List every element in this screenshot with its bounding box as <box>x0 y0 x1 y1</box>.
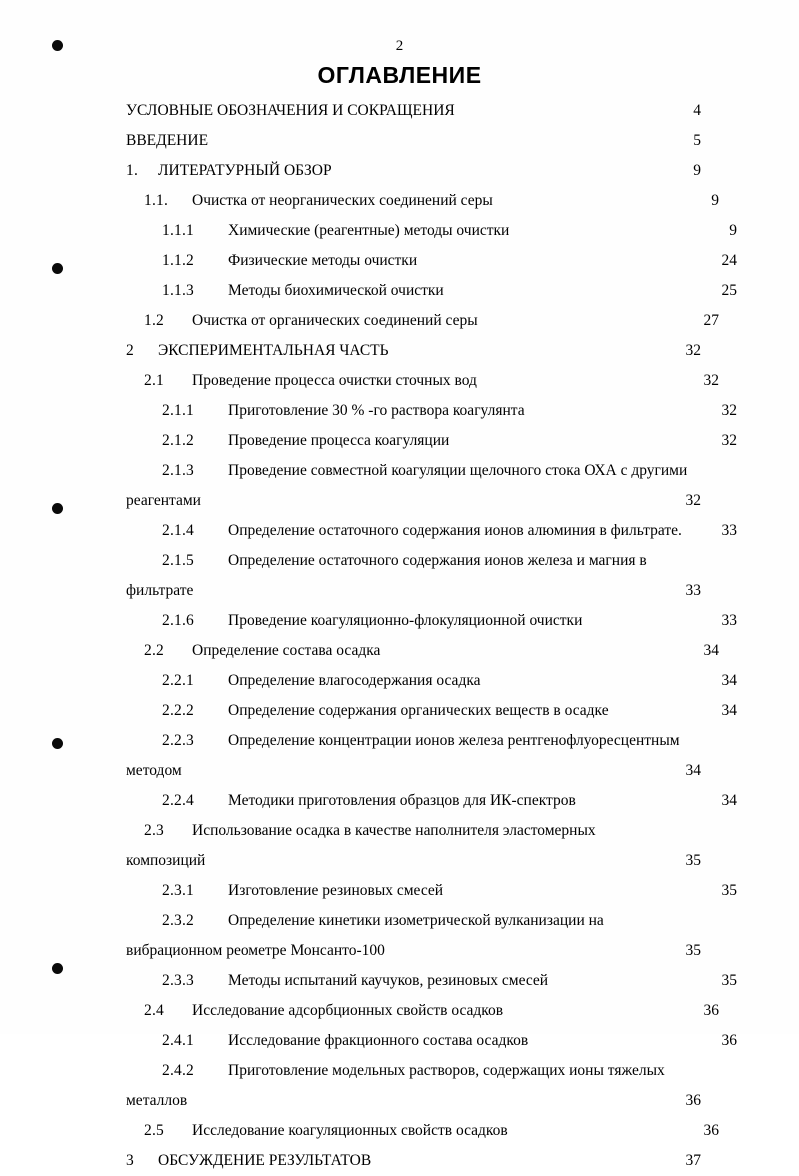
toc-entry[interactable] <box>126 186 719 216</box>
toc-entry-number: 1.1.3 <box>162 282 194 299</box>
toc-entry-label: Приготовление модельных растворов, содержащих ионы тяжелых <box>228 1062 665 1079</box>
toc-entry[interactable] <box>126 786 737 816</box>
toc-dot-leader <box>197 580 678 596</box>
toc-entry-number: 1.1. <box>144 192 169 209</box>
toc-entry-line[interactable] <box>126 426 737 456</box>
toc-entry-line[interactable] <box>126 816 719 846</box>
toc-page-number: 36 <box>703 1002 719 1019</box>
toc-entry-continuation-label: реагентами <box>126 492 201 509</box>
toc-entry-number: 2.4.1 <box>162 1032 194 1049</box>
toc-page-number: 32 <box>721 402 737 419</box>
toc-entry-line[interactable] <box>126 96 701 126</box>
toc-entry-continuation-line[interactable] <box>126 576 701 606</box>
toc-entry-line[interactable] <box>126 1116 719 1146</box>
toc-entry-number: 2.5 <box>144 1122 164 1139</box>
toc-dot-leader <box>447 880 714 896</box>
toc-entry-line[interactable] <box>126 216 737 246</box>
toc-entry-label: Определение содержания органических веществ в осадке <box>228 702 609 719</box>
toc-entry-label: Определение кинетики изометрической вулканизации на <box>228 912 604 929</box>
toc-entry-continuation-line[interactable] <box>126 1086 701 1116</box>
toc-entry-number: 1.1.2 <box>162 252 194 269</box>
toc-entry-continuation-line[interactable] <box>126 756 701 786</box>
toc-entry[interactable] <box>126 696 737 726</box>
toc-entry-number: 2 <box>126 342 134 359</box>
toc-entry[interactable] <box>126 876 737 906</box>
toc-entry[interactable] <box>126 426 737 456</box>
toc-entry[interactable] <box>126 1026 737 1056</box>
toc-entry[interactable] <box>126 456 701 516</box>
toc-dot-leader <box>513 220 714 236</box>
toc-entry-label: Приготовление 30 % -го раствора коагулянта <box>228 402 525 419</box>
toc-page-number: 36 <box>721 1032 737 1049</box>
toc-entry-number: 2.3.1 <box>162 882 194 899</box>
toc-entry-number: 1.1.1 <box>162 222 194 239</box>
toc-dot-leader <box>507 1000 696 1016</box>
toc-entry-line[interactable] <box>126 696 737 726</box>
toc-entry-line[interactable] <box>126 876 737 906</box>
toc-entry-line[interactable] <box>126 456 737 486</box>
toc-entry[interactable] <box>126 246 737 276</box>
toc-entry[interactable] <box>126 726 701 786</box>
toc-entry-label: Методики приготовления образцов для ИК-спектров <box>228 792 576 809</box>
toc-entry[interactable] <box>126 366 719 396</box>
toc-dot-leader <box>552 970 714 986</box>
toc-entry-number: 2.3 <box>144 822 164 839</box>
toc-dot-leader <box>393 340 678 356</box>
toc-entry[interactable] <box>126 96 701 126</box>
toc-page-number: 35 <box>721 972 737 989</box>
toc-entry-number: 2.1.1 <box>162 402 194 419</box>
toc-entry[interactable] <box>126 636 719 666</box>
toc-entry-label: Методы испытаний каучуков, резиновых смесей <box>228 972 549 989</box>
toc-entry-label: Исследование коагуляционных свойств осадков <box>192 1122 508 1139</box>
toc-entry-line[interactable] <box>126 396 737 426</box>
toc-page-number: 35 <box>685 852 701 869</box>
toc-dot-leader <box>497 190 696 206</box>
toc-page-number: 32 <box>703 372 719 389</box>
toc-page-number: 33 <box>721 612 737 629</box>
toc-entry[interactable] <box>126 516 737 546</box>
toc-entry-line[interactable] <box>126 366 719 396</box>
toc-entry-label: Определение концентрации ионов железа рентгенофлуоресцентным <box>228 732 680 749</box>
toc-page-number: 36 <box>685 1092 701 1109</box>
toc-entry-label: Проведение совместной коагуляции щелочного стока ОХА с другими <box>228 462 688 479</box>
toc-page-number: 34 <box>703 642 719 659</box>
toc-entry[interactable] <box>126 996 719 1026</box>
toc-entry-continuation-label: фильтрате <box>126 582 194 599</box>
toc-dot-leader <box>384 640 696 656</box>
toc-entry[interactable] <box>126 396 737 426</box>
toc-dot-leader <box>375 1150 678 1166</box>
toc-dot-leader <box>532 1030 714 1046</box>
toc-dot-leader <box>580 790 714 806</box>
toc-entry-number: 2.1.3 <box>162 462 194 479</box>
toc-entry-continuation-label: вибрационном реометре Монсанто-100 <box>126 942 385 959</box>
table-of-contents <box>126 96 737 1176</box>
toc-dot-leader <box>191 1090 678 1106</box>
toc-entry-label: Исследование адсорбционных свойств осадков <box>192 1002 504 1019</box>
toc-entry-label: Определение остаточного содержания ионов алюминия в фильтрате. <box>228 522 682 539</box>
toc-entry-label: Очистка от органических соединений серы <box>192 312 478 329</box>
toc-entry[interactable] <box>126 336 701 366</box>
toc-entry-label: ЭКСПЕРИМЕНТАЛЬНАЯ ЧАСТЬ <box>158 342 389 359</box>
toc-entry-label: Изготовление резиновых смесей <box>228 882 444 899</box>
toc-page-number: 34 <box>721 792 737 809</box>
toc-entry-label: УСЛОВНЫЕ ОБОЗНАЧЕНИЯ И СОКРАЩЕНИЯ <box>126 102 455 119</box>
toc-entry-number: 2.2.3 <box>162 732 194 749</box>
toc-dot-leader <box>453 430 714 446</box>
toc-dot-leader <box>529 400 714 416</box>
toc-entry-label: Определение состава осадка <box>192 642 381 659</box>
toc-entry-continuation-label: методом <box>126 762 182 779</box>
toc-dot-leader <box>485 670 714 686</box>
toc-entry[interactable] <box>126 276 737 306</box>
toc-dot-leader <box>421 250 714 266</box>
toc-entry-label: Определение остаточного содержания ионов железа и магния в <box>228 552 647 569</box>
toc-entry-line[interactable] <box>126 1056 737 1086</box>
toc-dot-leader <box>186 760 678 776</box>
toc-page-number: 35 <box>721 882 737 899</box>
toc-entry-number: 2.1.5 <box>162 552 194 569</box>
toc-entry-line[interactable] <box>126 306 719 336</box>
toc-page-number: 37 <box>685 1152 701 1169</box>
toc-entry-continuation-line[interactable] <box>126 936 701 966</box>
toc-entry-label: Очистка от неорганических соединений серы <box>192 192 493 209</box>
toc-entry-label: Проведение коагуляционно-флокуляционной очистки <box>228 612 583 629</box>
toc-entry-label: Проведение процесса очистки сточных вод <box>192 372 477 389</box>
toc-entry-number: 2.1.6 <box>162 612 194 629</box>
toc-dot-leader <box>336 160 678 176</box>
toc-entry-continuation-line[interactable] <box>126 846 701 876</box>
toc-page-number: 33 <box>685 582 701 599</box>
toc-page-number: 34 <box>685 762 701 779</box>
toc-dot-leader <box>209 850 678 866</box>
punch-hole-4 <box>52 738 63 749</box>
toc-entry-line[interactable] <box>126 516 737 546</box>
toc-entry-line[interactable] <box>126 246 737 276</box>
toc-entry-line[interactable] <box>126 996 719 1026</box>
toc-entry-number: 1.2 <box>144 312 164 329</box>
punch-hole-5 <box>52 963 63 974</box>
toc-entry[interactable] <box>126 156 701 186</box>
toc-entry-number: 2.4.2 <box>162 1062 194 1079</box>
toc-entry-label: Физические методы очистки <box>228 252 418 269</box>
toc-entry[interactable] <box>126 606 737 636</box>
toc-entry-number: 2.2 <box>144 642 164 659</box>
toc-entry-number: 2.1.4 <box>162 522 194 539</box>
toc-entry[interactable] <box>126 966 737 996</box>
toc-entry-number: 2.2.4 <box>162 792 194 809</box>
toc-dot-leader <box>586 610 714 626</box>
toc-page-number: 35 <box>685 942 701 959</box>
toc-page-number: 9 <box>711 192 719 209</box>
toc-page-number: 5 <box>693 132 701 149</box>
toc-entry-label: Использование осадка в качестве наполнителя эластомерных <box>192 822 596 839</box>
toc-entry-label: Проведение процесса коагуляции <box>228 432 450 449</box>
toc-dot-leader <box>481 370 696 386</box>
toc-entry-number: 2.1.2 <box>162 432 194 449</box>
toc-entry-continuation-label: композиций <box>126 852 206 869</box>
toc-entry-line[interactable] <box>126 546 737 576</box>
toc-dot-leader <box>613 700 714 716</box>
toc-entry-continuation-label: металлов <box>126 1092 188 1109</box>
toc-entry-line[interactable] <box>126 156 701 186</box>
toc-page-number: 25 <box>721 282 737 299</box>
toc-entry-line[interactable] <box>126 336 701 366</box>
toc-entry[interactable] <box>126 666 737 696</box>
toc-page-number: 32 <box>685 342 701 359</box>
toc-entry-continuation-line[interactable] <box>126 486 701 516</box>
page-title: ОГЛАВЛЕНИЕ <box>317 62 482 88</box>
toc-entry-number: 2.1 <box>144 372 164 389</box>
punch-hole-2 <box>52 263 63 274</box>
punch-hole-3 <box>52 503 63 514</box>
toc-entry-line[interactable] <box>126 126 701 156</box>
toc-page-number: 32 <box>685 492 701 509</box>
toc-page-number: 27 <box>703 312 719 329</box>
toc-entry-line[interactable] <box>126 186 719 216</box>
toc-page-number: 33 <box>721 522 737 539</box>
toc-entry-number: 2.3.3 <box>162 972 194 989</box>
toc-entry[interactable] <box>126 1146 701 1176</box>
toc-page-number: 9 <box>693 162 701 179</box>
toc-entry-label: Методы биохимической очистки <box>228 282 444 299</box>
toc-entry-number: 2.2.2 <box>162 702 194 719</box>
toc-entry-label: Исследование фракционного состава осадков <box>228 1032 529 1049</box>
toc-dot-leader <box>212 130 678 146</box>
toc-entry-line[interactable] <box>126 1146 701 1176</box>
toc-entry-line[interactable] <box>126 1026 737 1056</box>
toc-entry-line[interactable] <box>126 726 737 756</box>
toc-entry-label: Химические (реагентные) методы очистки <box>228 222 510 239</box>
toc-dot-leader <box>459 100 678 116</box>
toc-entry[interactable] <box>126 1116 719 1146</box>
toc-entry-line[interactable] <box>126 666 737 696</box>
toc-page-number: 36 <box>703 1122 719 1139</box>
toc-entry-label: ЛИТЕРАТУРНЫЙ ОБЗОР <box>158 162 332 179</box>
toc-entry-line[interactable] <box>126 906 737 936</box>
toc-page-number: 34 <box>721 702 737 719</box>
toc-entry-label: ВВЕДЕНИЕ <box>126 132 209 149</box>
toc-entry-line[interactable] <box>126 636 719 666</box>
toc-entry-number: 3 <box>126 1152 134 1169</box>
toc-page-number: 34 <box>721 672 737 689</box>
toc-entry-line[interactable] <box>126 276 737 306</box>
toc-entry[interactable] <box>126 546 701 606</box>
toc-entry-number: 2.4 <box>144 1002 164 1019</box>
toc-dot-leader <box>482 310 696 326</box>
toc-dot-leader <box>512 1120 696 1136</box>
toc-page-number: 9 <box>729 222 737 239</box>
page-number-folio: 2 <box>395 38 404 54</box>
toc-entry-label: Определение влагосодержания осадка <box>228 672 481 689</box>
toc-page-number: 32 <box>721 432 737 449</box>
toc-entry[interactable] <box>126 126 701 156</box>
toc-page-number: 24 <box>721 252 737 269</box>
toc-page-number: 4 <box>693 102 701 119</box>
toc-dot-leader <box>389 940 678 956</box>
toc-entry-number: 1. <box>126 162 139 179</box>
toc-entry-label: ОБСУЖДЕНИЕ РЕЗУЛЬТАТОВ <box>158 1152 372 1169</box>
toc-entry-line[interactable] <box>126 606 737 636</box>
toc-dot-leader <box>448 280 714 296</box>
toc-entry[interactable] <box>126 216 737 246</box>
toc-entry-line[interactable] <box>126 786 737 816</box>
toc-entry[interactable] <box>126 306 719 336</box>
toc-entry-number: 2.2.1 <box>162 672 194 689</box>
toc-entry[interactable] <box>126 816 701 876</box>
toc-dot-leader <box>205 490 678 506</box>
toc-entry[interactable] <box>126 906 701 966</box>
toc-entry[interactable] <box>126 1056 701 1116</box>
toc-entry-number: 2.3.2 <box>162 912 194 929</box>
toc-entry-line[interactable] <box>126 966 737 996</box>
